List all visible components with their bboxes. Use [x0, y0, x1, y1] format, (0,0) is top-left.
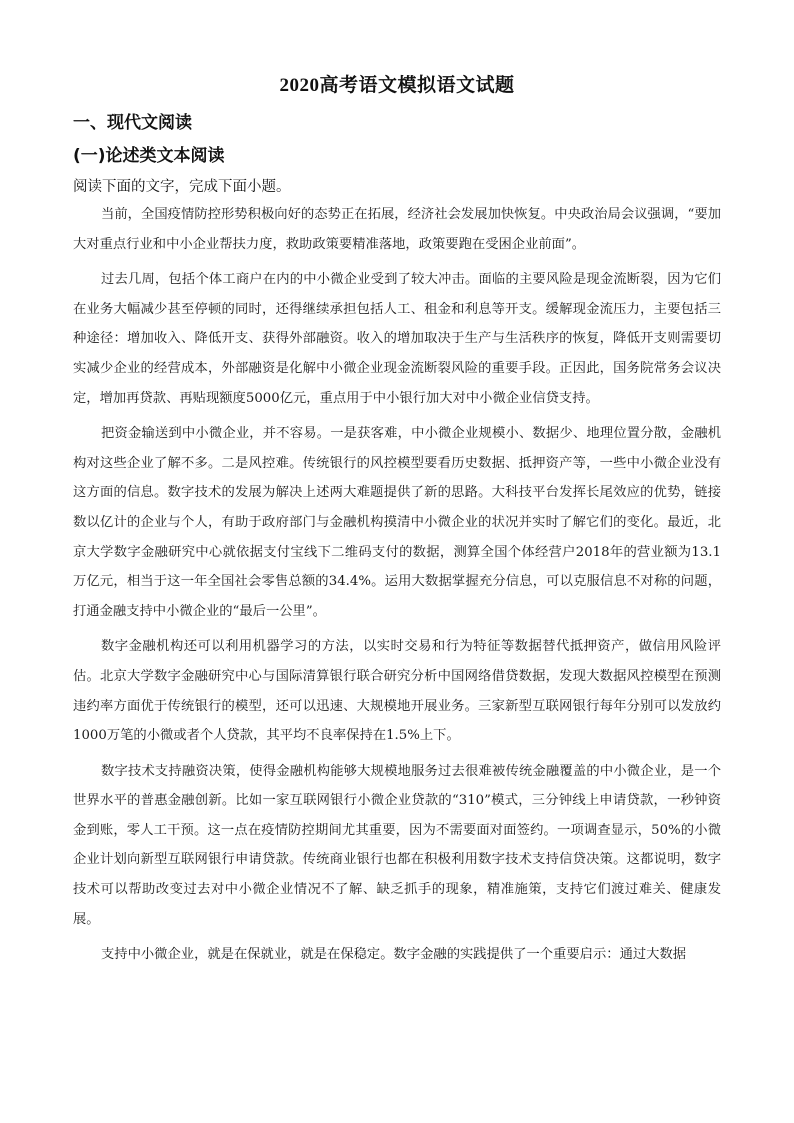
- paragraph-2: 过去几周，包括个体工商户在内的中小微企业受到了较大冲击。面临的主要风险是现金流断裂，因为它们在业务大幅减少甚至停顿的同时，还得继续承担包括人工、租金和利息等开支。缓解现金流压力，主要包括三种途径：增加收入、降低开支、获得外部融资。收入的增加取决于生产与生活秩序的恢复，降低开支则需要切实减少企业的经营成本，外部融资是化解中小微企业现金流断裂风险的重要手段。正因此，国务院常务会议决定，增加再贷款、再贴现额度5000亿元，重点用于中小银行加大对中小微企业信贷支持。: [73, 272, 721, 406]
- page-title: 2020高考语文模拟语文试题: [279, 75, 515, 96]
- section-heading: 一、现代文阅读: [73, 113, 192, 133]
- paragraph-3: 把资金输送到中小微企业，并不容易。一是获客难，中小微企业规模小、数据少、地理位置分散，金融机构对这些企业了解不多。二是风控难。传统银行的风控模型要看历史数据、抵押资产等，一些中小微企业没有这方面的信息。数字技术的发展为解决上述两大难题提供了新的思路。大科技平台发挥长尾效应的优势，链接数以亿计的企业与个人，有助于政府部门与金融机构摸清中小微企业的状况并实时了解它们的变化。最近，北京大学数字金融研究中心就依据支付宝线下二维码支付的数据，测算全国个体经营户2018年的营业额为13.1万亿元，相当于这一年全国社会零售总额的34.4%。运用大数据掌握充分信息，可以克服信息不对称的问题，打通金融支持中小微企业的“最后一公里”。: [73, 426, 721, 619]
- reading-instruction: 阅读下面的文字，完成下面小题。: [73, 179, 291, 195]
- paragraph-5: 数字技术支持融资决策，使得金融机构能够大规模地服务过去很难被传统金融覆盖的中小微企业，是一个世界水平的普惠金融创新。比如一家互联网银行小微企业贷款的“310”模式，三分钟线上申请贷款，一秒钟资金到账，零人工干预。这一点在疫情防控期间尤其重要，因为不需要面对面签约。一项调查显示，50%的小微企业计划向新型互联网银行申请贷款。传统商业银行也都在积极利用数字技术支持信贷决策。这都说明，数字技术可以帮助改变过去对中小微企业情况不了解、缺乏抓手的现象，精准施策，支持它们渡过难关、健康发展。: [73, 763, 721, 927]
- paragraph-1: 当前，全国疫情防控形势积极向好的态势正在拓展，经济社会发展加快恢复。中央政治局会议强调，“要加大对重点行业和中小企业帮扶力度，救助政策要精准落地，政策要跑在受困企业前面”。: [73, 207, 721, 252]
- paragraph-4: 数字金融机构还可以利用机器学习的方法，以实时交易和行为特征等数据替代抵押资产，做信用风险评估。北京大学数字金融研究中心与国际清算银行联合研究分析中国网络借贷数据，发现大数据风控模型在预测违约率方面优于传统银行的模型，还可以迅速、大规模地开展业务。三家新型互联网银行每年分别可以发放约1000万笔的小微或者个人贷款，其平均不良率保持在1.5%上下。: [73, 639, 721, 744]
- paragraph-6: 支持中小微企业，就是在保就业，就是在保稳定。数字金融的实践提供了一个重要启示：通过大数据: [101, 947, 687, 963]
- subsection-heading: (一)论述类文本阅读: [73, 146, 225, 166]
- article-body: [73, 200, 721, 976]
